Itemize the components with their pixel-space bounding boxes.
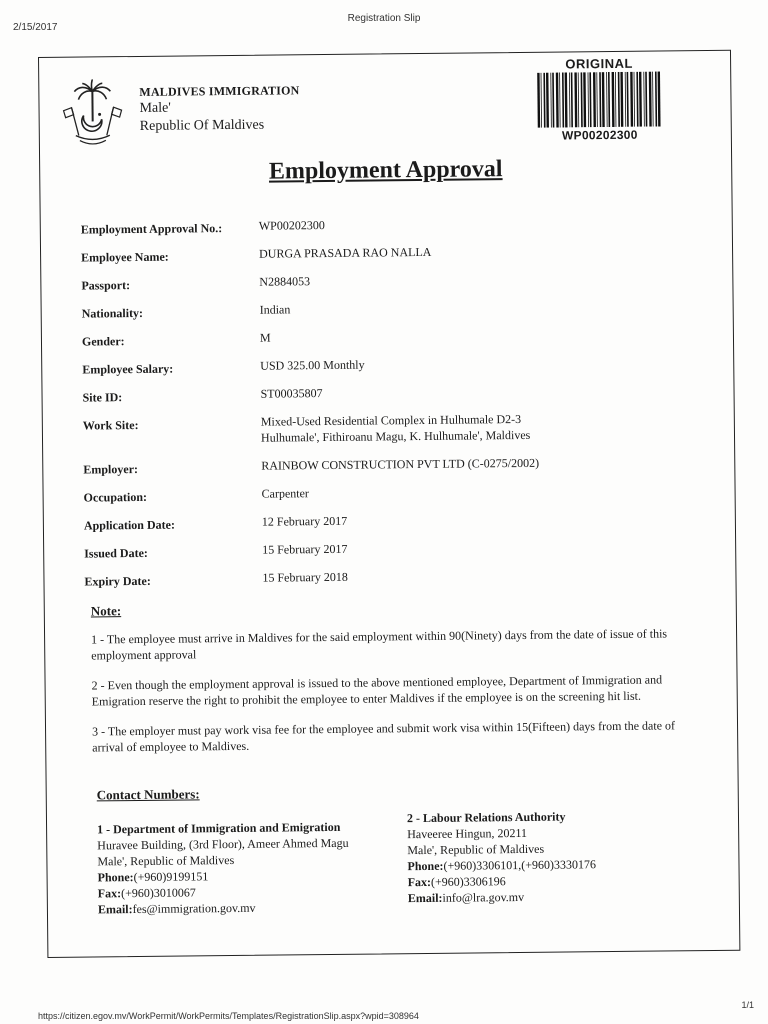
contact-fax: Fax:(+960)3010067 bbox=[97, 885, 196, 901]
contact-title: 1 - Department of Immigration and Emigration bbox=[97, 819, 341, 837]
barcode-bar bbox=[606, 72, 607, 127]
issuer-country: Republic Of Maldives bbox=[139, 117, 265, 134]
barcode-bar bbox=[571, 72, 573, 127]
print-url: https://citizen.egov.mv/WorkPermit/WorkPermits/Templates/RegistrationSlip.aspx?wpid=308964 bbox=[38, 1011, 419, 1021]
field-value: Indian bbox=[259, 302, 291, 317]
contact-email: Email:fes@immigration.gov.mv bbox=[97, 900, 256, 917]
barcode-bar bbox=[583, 72, 586, 127]
field-value: WP00202300 bbox=[258, 218, 325, 233]
field-label: Issued Date: bbox=[84, 545, 148, 561]
field-label: Application Date: bbox=[83, 517, 175, 533]
barcode-bar bbox=[643, 72, 644, 127]
barcode-bar bbox=[620, 72, 623, 127]
barcode-bar bbox=[625, 72, 626, 127]
field-label: Employer: bbox=[83, 461, 139, 477]
barcode-bar bbox=[593, 72, 596, 127]
issuer-block bbox=[139, 83, 300, 135]
barcode-bar bbox=[645, 72, 647, 127]
barcode-bar bbox=[618, 72, 620, 127]
barcode-bar bbox=[550, 73, 551, 128]
barcode-bar bbox=[543, 73, 545, 128]
barcode-bar bbox=[556, 73, 559, 128]
barcode-bar bbox=[627, 72, 629, 127]
barcode-bar bbox=[608, 72, 610, 127]
note-section bbox=[91, 597, 703, 769]
barcode-bar bbox=[615, 72, 616, 127]
barcode-bar bbox=[565, 72, 568, 127]
work-site-line-1: Mixed-Used Residential Complex in Hulhumale D2-3 bbox=[260, 411, 522, 429]
barcode-bar bbox=[537, 73, 540, 128]
barcode-bar bbox=[552, 73, 554, 128]
barcode-bar bbox=[588, 72, 589, 127]
field-label: Gender: bbox=[81, 334, 125, 349]
barcode-bar bbox=[581, 72, 583, 127]
print-title: Registration Slip bbox=[347, 13, 421, 24]
note-item: 3 - The employer must pay work visa fee for the employee and submit work visa within 15(Fifteen) days from the date of arrival of employee to Maldives. bbox=[91, 718, 676, 755]
contact-address: Haveeree Hingun, 20211 bbox=[407, 825, 528, 842]
barcode-bar bbox=[658, 71, 661, 126]
barcode-bar bbox=[541, 73, 542, 128]
maldives-emblem-icon bbox=[61, 77, 124, 150]
barcode-icon bbox=[535, 71, 664, 127]
print-date: 2/15/2017 bbox=[13, 22, 58, 33]
contact-fax: Fax:(+960)3306196 bbox=[407, 874, 506, 890]
field-label: Passport: bbox=[81, 278, 131, 293]
field-work-site bbox=[83, 412, 693, 462]
barcode-bar bbox=[569, 72, 570, 127]
field-value: 12 February 2017 bbox=[261, 513, 348, 529]
original-stamp: ORIGINAL bbox=[565, 55, 633, 72]
note-item: 2 - Even though the employment approval is issued to the above mentioned employee, Department of Immigration and Emigration reserve the right to prohibit the employee to enter Maldives if the employee is on the screening hit list. bbox=[91, 672, 663, 709]
barcode-bar bbox=[589, 72, 591, 127]
field-value: 15 February 2018 bbox=[262, 569, 348, 585]
contact-labour-authority bbox=[407, 807, 708, 906]
barcode-bar bbox=[602, 72, 605, 127]
barcode-bar bbox=[612, 72, 615, 127]
field-value: M bbox=[259, 330, 271, 345]
note-heading: Note: bbox=[90, 603, 122, 619]
contact-phone: Phone:(+960)9199151 bbox=[97, 869, 209, 885]
field-value: DURGA PRASADA RAO NALLA bbox=[258, 244, 432, 261]
print-page-number: 1/1 bbox=[741, 1000, 754, 1010]
barcode-bar bbox=[634, 72, 635, 127]
barcode-bar bbox=[578, 72, 579, 127]
field-value: Carpenter bbox=[261, 486, 309, 501]
field-value: ST00035807 bbox=[260, 386, 323, 401]
barcode-bar bbox=[636, 72, 638, 127]
contact-title: 2 - Labour Relations Authority bbox=[406, 809, 566, 826]
barcode-bar bbox=[652, 72, 653, 127]
field-value: USD 325.00 Monthly bbox=[260, 357, 365, 373]
barcode-text: WP00202300 bbox=[561, 127, 638, 143]
contact-immigration bbox=[97, 818, 398, 917]
contact-address: Male', Republic of Maldives bbox=[97, 852, 235, 869]
barcode-bar bbox=[559, 73, 560, 128]
barcode-bar bbox=[630, 72, 633, 127]
contact-address: Male', Republic of Maldives bbox=[407, 841, 545, 858]
document-frame bbox=[38, 50, 740, 958]
field-label: Site ID: bbox=[82, 390, 123, 405]
approval-fields bbox=[81, 216, 695, 602]
field-label: Nationality: bbox=[81, 305, 144, 321]
barcode-bar bbox=[599, 72, 601, 127]
barcode-bar bbox=[639, 72, 642, 127]
barcode-bar bbox=[574, 72, 577, 127]
field-label: Expiry Date: bbox=[84, 573, 151, 589]
field-label: Work Site: bbox=[82, 417, 139, 433]
barcode-bar bbox=[562, 72, 564, 127]
field-label: Employee Salary: bbox=[82, 361, 174, 377]
field-value: N2884053 bbox=[259, 274, 311, 289]
contacts-heading: Contact Numbers: bbox=[96, 786, 200, 803]
field-label: Occupation: bbox=[83, 489, 148, 505]
barcode-bar bbox=[655, 72, 657, 127]
work-site-line-2: Hulhumale', Fithiroanu Magu, K. Hulhumale', Maldives bbox=[260, 427, 531, 445]
issuer-agency: MALDIVES IMMIGRATION bbox=[139, 83, 300, 99]
note-item: 1 - The employee must arrive in Maldives for the said employment within 90(Ninety) days from the date of issue of this employment approval bbox=[91, 626, 668, 663]
contact-email: Email:info@lra.gov.mv bbox=[407, 889, 525, 906]
barcode-bar bbox=[546, 73, 549, 128]
barcode-bar bbox=[649, 72, 652, 127]
field-value: 15 February 2017 bbox=[262, 541, 348, 557]
document-title: Employment Approval bbox=[268, 156, 503, 185]
contacts-section bbox=[96, 781, 707, 917]
field-label: Employment Approval No.: bbox=[80, 221, 223, 237]
field-value bbox=[261, 411, 531, 446]
field-label: Employee Name: bbox=[81, 249, 169, 265]
contact-phone: Phone:(+960)3306101,(+960)3330176 bbox=[407, 857, 597, 874]
barcode-bar bbox=[596, 72, 597, 127]
field-value: RAINBOW CONSTRUCTION PVT LTD (C-0275/2002) bbox=[261, 455, 540, 473]
issuer-city: Male' bbox=[139, 100, 171, 116]
contact-address: Huravee Building, (3rd Floor), Ameer Ahmed Magu bbox=[97, 835, 349, 853]
